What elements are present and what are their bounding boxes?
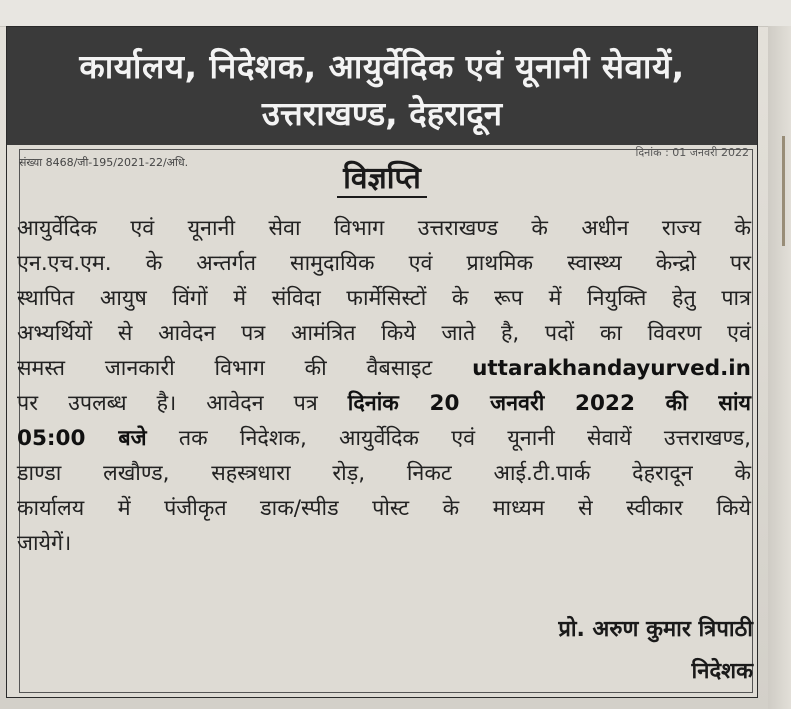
header-band bbox=[7, 27, 757, 145]
adjacent-column-edge bbox=[768, 26, 791, 709]
office-title-line1: कार्यालय, निदेशक, आयुर्वेदिक एवं यूनानी सेवायें, bbox=[79, 47, 685, 86]
notice-title bbox=[7, 156, 757, 197]
body-line bbox=[17, 351, 751, 386]
body-text-segment: समस्त जानकारी विभाग की वैबसाइट bbox=[17, 356, 473, 381]
body-line: डाण्डा लखौण्ड, सहस्त्रधारा रोड़, निकट आई.टी.पार्क देहरादून के bbox=[17, 461, 751, 486]
notice-title-text: विज्ञप्ति bbox=[337, 161, 427, 198]
body-line: एन.एच.एम. के अन्तर्गत सामुदायिक एवं प्राथमिक स्वास्थ्य केन्द्रो पर bbox=[17, 251, 751, 276]
body-text-segment: पर उपलब्ध है। आवेदन पत्र bbox=[17, 391, 348, 416]
body-text-segment: तक निदेशक, आयुर्वेदिक एवं यूनानी सेवायें उत्तराखण्ड, bbox=[146, 426, 751, 451]
body-line: आयुर्वेदिक एवं यूनानी सेवा विभाग उत्तराखण्ड के अधीन राज्य के bbox=[17, 216, 751, 241]
body-line: स्थापित आयुष विंगों में संविदा फार्मेसिस्टों के रूप में नियुक्ति हेतु पात्र bbox=[17, 286, 751, 311]
edge-mark bbox=[782, 136, 785, 246]
body-line: अभ्यर्थियों से आवेदन पत्र आमंत्रित किये जाते है, पदों का विवरण एवं bbox=[17, 321, 751, 346]
signatory-designation: निदेशक bbox=[691, 659, 753, 684]
notice-body bbox=[17, 211, 751, 561]
notice-box bbox=[6, 26, 758, 698]
deadline-time: 05:00 बजे bbox=[17, 426, 147, 451]
notice-date: दिनांक : 01 जनवरी 2022 bbox=[635, 146, 749, 159]
office-title-line2: उत्तराखण्ड, देहरादून bbox=[261, 94, 503, 133]
signature-block bbox=[558, 609, 753, 693]
body-line: जायेगें। bbox=[17, 531, 72, 556]
deadline-date: दिनांक 20 जनवरी 2022 की सांय bbox=[347, 391, 751, 416]
website-link[interactable]: uttarakhandayurved.in bbox=[472, 356, 751, 381]
signatory-name: प्रो. अरुण कुमार त्रिपाठी bbox=[558, 617, 753, 642]
body-line bbox=[17, 421, 751, 456]
page-top-strip bbox=[0, 0, 791, 27]
body-line bbox=[17, 386, 751, 421]
reference-number: संख्या 8468/जी-195/2021-22/अधि. bbox=[19, 156, 189, 169]
body-line: कार्यालय में पंजीकृत डाक/स्पीड पोस्ट के माध्यम से स्वीकार किये bbox=[17, 496, 751, 521]
